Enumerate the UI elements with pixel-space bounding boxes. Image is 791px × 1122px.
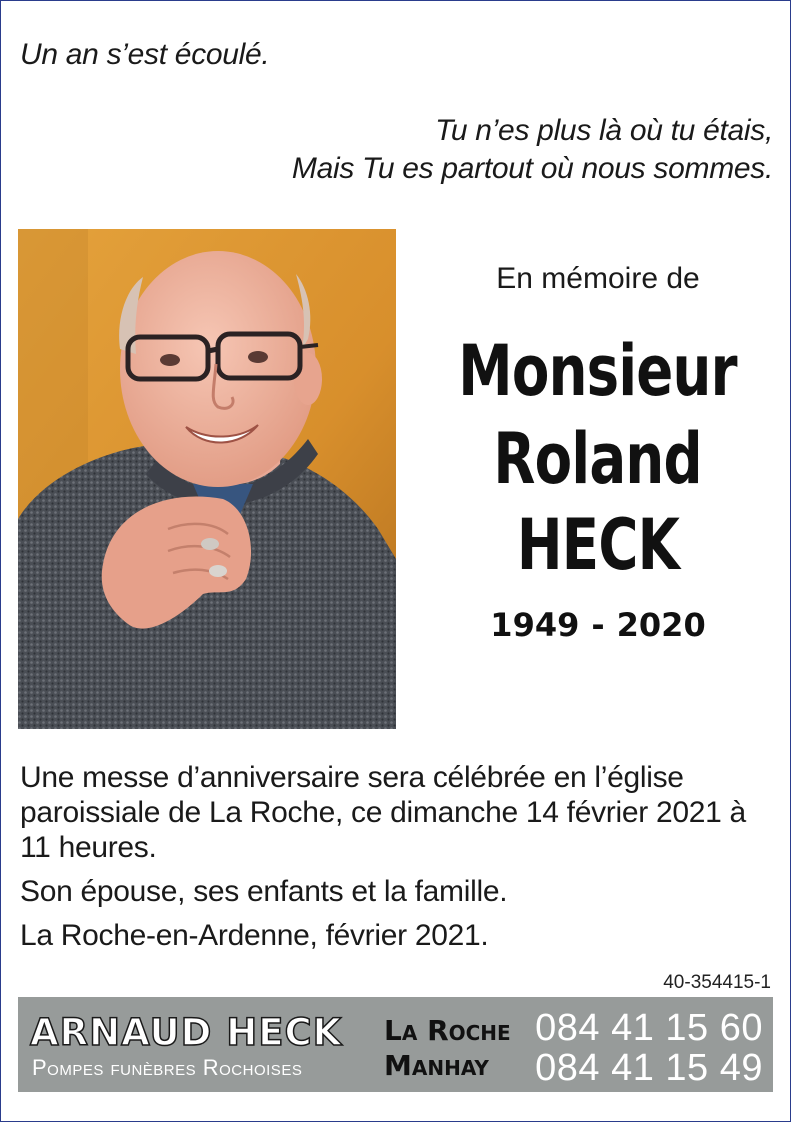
- funeral-home-banner: [18, 997, 773, 1092]
- memorial-first-name: [402, 418, 791, 500]
- funeral-home-subtitle: Pompes funèbres Rochoises: [32, 1055, 303, 1080]
- memorial-title: [402, 330, 791, 412]
- year-of-birth: 1949: [490, 606, 580, 644]
- location-manhay: Manhay: [384, 1049, 489, 1082]
- memorial-last-name: [402, 504, 791, 586]
- place-and-date: La Roche-en-Ardenne, février 2021.: [20, 919, 489, 952]
- memorial-title-text: Monsieur: [458, 330, 738, 412]
- epigraph-verse: [292, 112, 773, 188]
- announcement-body: [20, 760, 780, 962]
- epigraph-line-3: Mais Tu es partout où nous sommes.: [291, 152, 773, 185]
- phone-manhay: 084 41 15 49: [535, 1047, 763, 1089]
- memorial-last-name-text: HECK: [516, 504, 680, 586]
- phone-la-roche: 084 41 15 60: [535, 1007, 763, 1049]
- memorial-dates: [402, 606, 791, 644]
- reference-number: 40-354415-1: [663, 972, 771, 993]
- year-of-death: 2020: [616, 606, 706, 644]
- epigraph-line-1: Un an s’est écoulé.: [20, 38, 270, 71]
- portrait-photo: [18, 229, 396, 729]
- memorial-first-name-text: Roland: [493, 418, 703, 500]
- funeral-home-name: ARNAUD HECK: [30, 1011, 343, 1054]
- family-signature: Son épouse, ses enfants et la famille.: [20, 875, 508, 908]
- epigraph-line-2: Tu n’es plus là où tu étais,: [435, 114, 773, 147]
- location-la-roche: La Roche: [384, 1014, 511, 1047]
- memorial-intro: En mémoire de: [496, 262, 700, 295]
- mass-announcement: Une messe d’anniversaire sera célébrée en l’église paroissiale de La Roche, ce dimanche 14 février 2021 à 11 heures.: [20, 761, 746, 864]
- date-separator: -: [591, 606, 605, 644]
